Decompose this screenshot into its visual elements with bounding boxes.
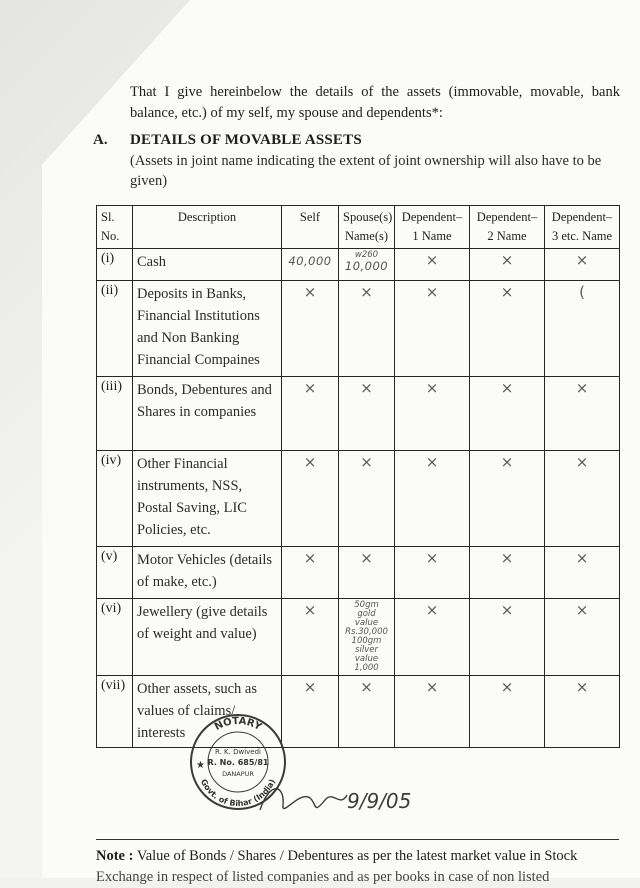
table-header-row — [97, 206, 620, 249]
cross-mark: × — [470, 377, 545, 451]
cash-spouse-value — [339, 249, 395, 281]
movable-assets-table — [96, 205, 620, 748]
row-sl: (vi) — [97, 599, 133, 676]
cross-mark: × — [470, 599, 545, 676]
table-row — [97, 281, 620, 377]
handwritten-line: Rs.30,000 — [345, 627, 388, 637]
cross-mark: × — [545, 676, 620, 748]
cross-mark: × — [395, 249, 470, 281]
cross-mark: × — [470, 547, 545, 599]
header-dependent-1: Dependent–1 Name — [395, 206, 470, 249]
cross-mark: × — [470, 451, 545, 547]
header-sl: Sl. No. — [97, 206, 133, 249]
cash-self-value — [282, 249, 339, 281]
cross-mark: ( — [545, 281, 620, 377]
handwritten-line: 100gm silver — [351, 636, 382, 655]
intro-paragraph: That I give hereinbelow the details of the assets (immovable, movable, bank balance, etc.) of my self, my spouse and dependents*: — [130, 84, 620, 121]
jewellery-spouse-value — [339, 599, 395, 676]
handwritten-cash-self: 40,000 — [288, 254, 332, 268]
cross-mark: × — [545, 377, 620, 451]
signature — [255, 770, 425, 830]
header-dependent-3: Dependent–3 etc. Name — [545, 206, 620, 249]
row-description: Motor Vehicles (details of make, etc.) — [133, 547, 282, 599]
cross-mark: × — [470, 249, 545, 281]
cross-mark: × — [339, 676, 395, 748]
header-description: Description — [133, 206, 282, 249]
footnote-rule — [96, 839, 619, 840]
row-sl: (vii) — [97, 676, 133, 748]
header-dependent-2: Dependent–2 Name — [470, 206, 545, 249]
row-sl: (v) — [97, 547, 133, 599]
cross-mark: × — [395, 377, 470, 451]
handwritten-line: gold — [357, 609, 376, 619]
cross-mark: × — [395, 547, 470, 599]
cross-mark: × — [282, 599, 339, 676]
section-letter: A. — [93, 132, 108, 148]
handwritten-line: 1,000 — [354, 663, 379, 673]
cross-mark: × — [282, 547, 339, 599]
handwritten-line: value — [354, 654, 379, 664]
cross-mark: × — [282, 676, 339, 748]
cross-mark: × — [545, 249, 620, 281]
handwritten-spouse-top: w260 — [354, 250, 379, 260]
cross-mark: × — [339, 377, 395, 451]
cross-mark: × — [545, 547, 620, 599]
cross-mark: × — [395, 451, 470, 547]
row-description: Bonds, Debentures and Shares in companies — [133, 377, 282, 451]
stamp-top-text: NOTARY — [212, 715, 264, 733]
header-spouse: Spouse(s) Name(s) — [339, 206, 395, 249]
stamp-place: DANAPUR — [222, 770, 254, 778]
row-description: Jewellery (give details of weight and value) — [133, 599, 282, 676]
row-sl: (iv) — [97, 451, 133, 547]
row-description: Deposits in Banks, Financial Institutions and Non Banking Financial Compaines — [133, 281, 282, 377]
cross-mark: × — [282, 281, 339, 377]
handwritten-line: 50gm — [354, 600, 379, 610]
handwritten-line: value — [354, 618, 379, 628]
cross-mark: × — [395, 599, 470, 676]
row-description: Other assets, such as values of claims/ interests — [133, 676, 282, 748]
note-label: Note : — [96, 848, 134, 864]
stamp-bottom-text: Govt. of Bihar (India) — [198, 777, 278, 809]
cross-mark: × — [395, 676, 470, 748]
stamp-name: R. K. Dwivedi — [214, 748, 262, 756]
signature-date: 9/9/05 — [347, 789, 412, 813]
cross-mark: × — [545, 599, 620, 676]
cross-mark: × — [470, 676, 545, 748]
row-sl: (iii) — [97, 377, 133, 451]
section-subtitle: (Assets in joint name indicating the extent of joint ownership will also have to be given) — [130, 153, 602, 189]
row-description: Other Financial instruments, NSS, Postal Saving, LIC Policies, etc. — [133, 451, 282, 547]
cross-mark: × — [395, 281, 470, 377]
table-row — [97, 377, 620, 451]
row-sl: (ii) — [97, 281, 133, 377]
note-text: Value of Bonds / Shares / Debentures as per the latest market value in Stock — [136, 848, 578, 864]
note-text-continued: Exchange in respect of listed companies and as per books in case of non listed — [96, 869, 550, 885]
section-title: DETAILS OF MOVABLE ASSETS — [130, 132, 362, 148]
cross-mark: × — [282, 451, 339, 547]
cross-mark: × — [470, 281, 545, 377]
handwritten-cash-spouse: 10,000 — [344, 259, 389, 273]
cross-mark: × — [545, 451, 620, 547]
table-row — [97, 547, 620, 599]
stamp-reg: R. No. 685/81 — [207, 758, 269, 767]
row-description: Cash — [133, 249, 282, 281]
table-row — [97, 676, 620, 748]
cross-mark: × — [339, 281, 395, 377]
row-sl: (i) — [97, 249, 133, 281]
star-icon: ★ — [196, 760, 205, 771]
table-row — [97, 599, 620, 676]
footnote — [96, 846, 621, 888]
table-row — [97, 249, 620, 281]
cross-mark: × — [282, 377, 339, 451]
header-self: Self — [282, 206, 339, 249]
table-row — [97, 451, 620, 547]
cross-mark: × — [339, 451, 395, 547]
cross-mark: × — [339, 547, 395, 599]
